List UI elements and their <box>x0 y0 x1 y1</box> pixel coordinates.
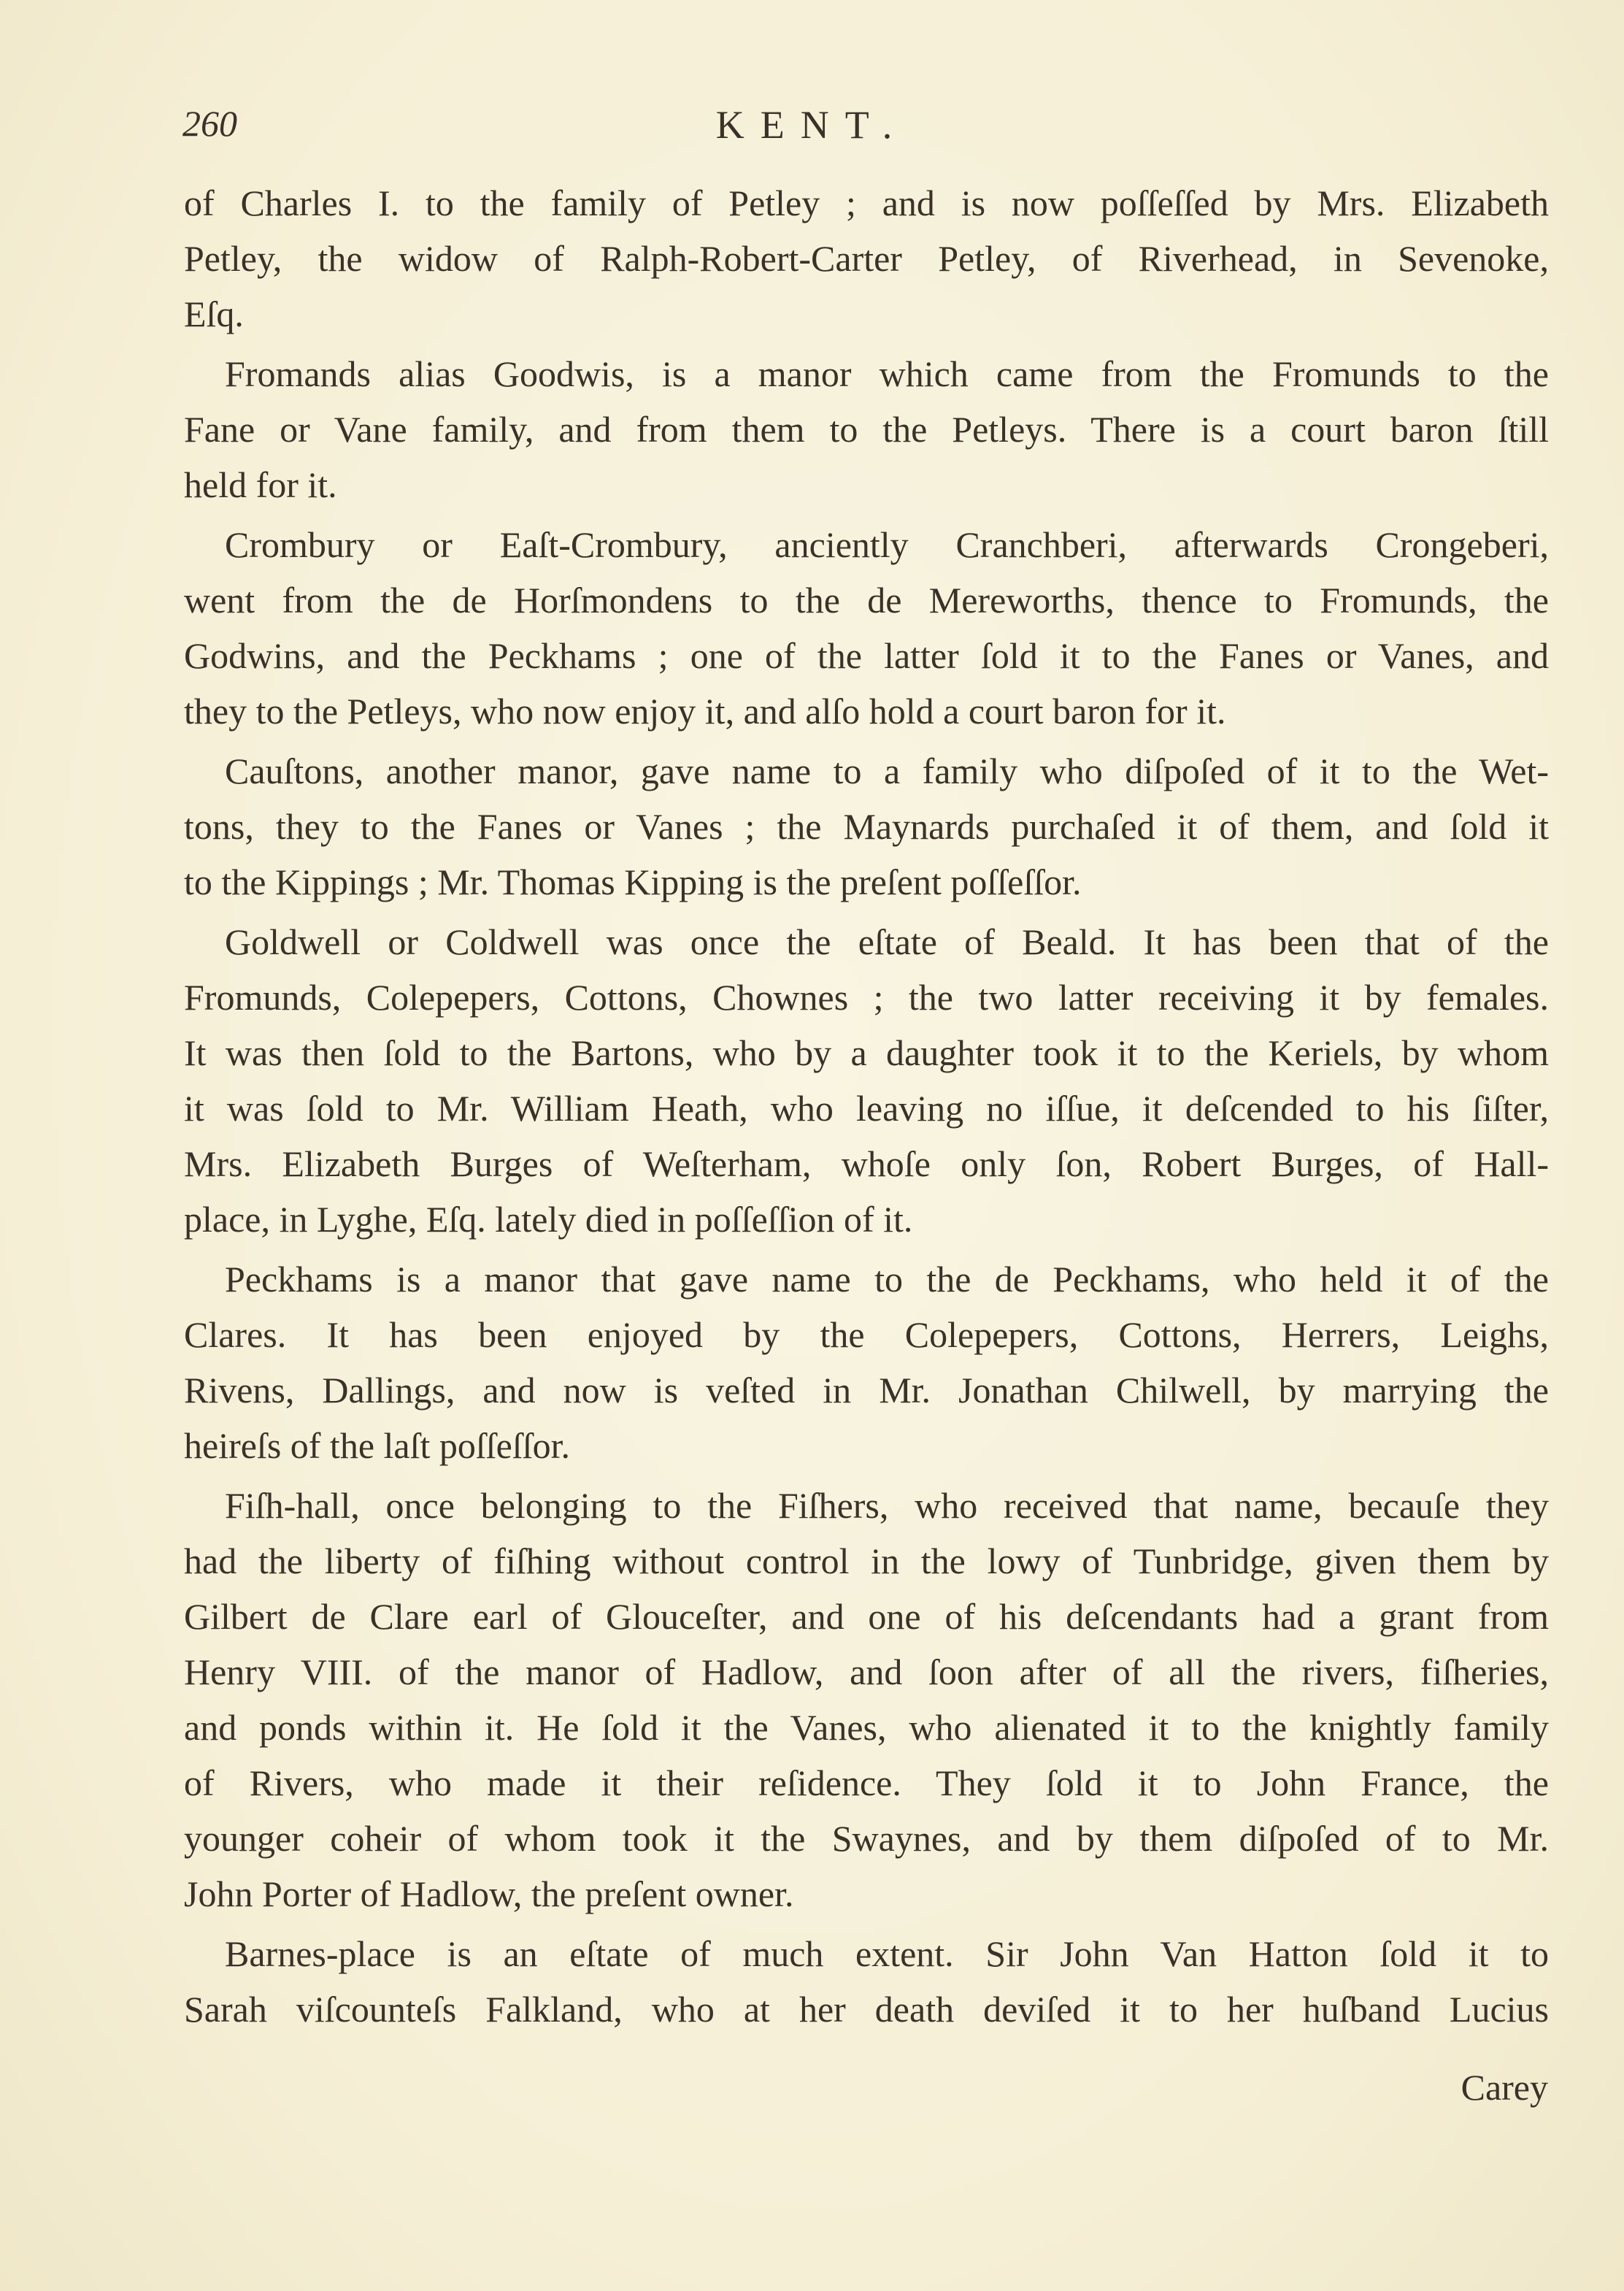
text-line: Clares. It has been enjoyed by the Colepepers, Cottons, Herrers, Leighs, <box>184 1314 1549 1355</box>
catchword: Carey <box>1461 2067 1548 2108</box>
paragraph <box>184 346 1549 513</box>
text-line: Mrs. Elizabeth Burges of Weſterham, whoſe only ſon, Robert Burges, of Hall- <box>184 1143 1549 1184</box>
text-line: It was then ſold to the Bartons, who by a daughter took it to the Keriels, by whom <box>184 1032 1549 1073</box>
text-line: they to the Petleys, who now enjoy it, and alſo hold a court baron for it. <box>184 691 1226 732</box>
text-line: Cauſtons, another manor, gave name to a family who diſpoſed of it to the Wet- <box>225 751 1549 791</box>
text-line: John Porter of Hadlow, the preſent owner. <box>184 1873 794 1914</box>
text-line: Fane or Vane family, and from them to the Petleys. There is a court baron ſtill <box>184 409 1549 450</box>
paragraph <box>184 175 1549 342</box>
text-line: Peckhams is a manor that gave name to the de Peckhams, who held it of the <box>225 1259 1549 1300</box>
text-line: of Rivers, who made it their reſidence. They ſold it to John France, the <box>184 1762 1549 1803</box>
text-line: Godwins, and the Peckhams ; one of the latter ſold it to the Fanes or Vanes, and <box>184 635 1549 676</box>
text-line: it was ſold to Mr. William Heath, who leaving no iſſue, it deſcended to his ſiſter, <box>184 1088 1549 1129</box>
page-body <box>184 175 1549 2041</box>
text-line: tons, they to the Fanes or Vanes ; the Maynards purchaſed it of them, and ſold it <box>184 806 1549 847</box>
text-line: Henry VIII. of the manor of Hadlow, and ſoon after of all the rivers, fiſheries, <box>184 1651 1549 1692</box>
paragraph <box>184 914 1549 1247</box>
text-line: had the liberty of fiſhing without control in the lowy of Tunbridge, given them by <box>184 1540 1549 1581</box>
text-line: to the Kippings ; Mr. Thomas Kipping is the preſent poſſeſſor. <box>184 861 1082 902</box>
text-line: younger coheir of whom took it the Swaynes, and by them diſpoſed of to Mr. <box>184 1818 1549 1859</box>
text-line: Fromunds, Colepepers, Cottons, Chownes ; the two latter receiving it by females. <box>184 977 1549 1018</box>
text-line: held for it. <box>184 464 337 505</box>
text-line: Petley, the widow of Ralph-Robert-Carter Petley, of Riverhead, in Sevenoke, <box>184 238 1549 279</box>
page-number: 260 <box>182 103 237 144</box>
text-line: Fiſh-hall, once belonging to the Fiſhers, who received that name, becauſe they <box>225 1485 1549 1526</box>
running-title: KENT. <box>715 103 909 147</box>
text-line: Sarah viſcounteſs Falkland, who at her death deviſed it to her huſband Lucius <box>184 1989 1549 2030</box>
text-line: Crombury or Eaſt-Crombury, anciently Cranchberi, afterwards Crongeberi, <box>225 524 1549 565</box>
text-line: heireſs of the laſt poſſeſſor. <box>184 1425 571 1466</box>
paragraph <box>184 743 1549 910</box>
paragraph <box>184 1478 1549 1922</box>
text-line: went from the de Horſmondens to the de Mereworths, thence to Fromunds, the <box>184 580 1549 621</box>
text-line: Gilbert de Clare earl of Glouceſter, and one of his deſcendants had a grant from <box>184 1596 1549 1637</box>
text-line: and ponds within it. He ſold it the Vanes, who alienated it to the knightly family <box>184 1707 1549 1748</box>
text-line: place, in Lyghe, Eſq. lately died in poſſeſſion of it. <box>184 1199 913 1240</box>
text-line: Goldwell or Coldwell was once the eſtate of Beald. It has been that of the <box>225 921 1549 962</box>
paragraph <box>184 1251 1549 1473</box>
text-line: Fromands alias Goodwis, is a manor which came from the Fromunds to the <box>225 353 1549 394</box>
text-line: Barnes-place is an eſtate of much extent. Sir John Van Hatton ſold it to <box>225 1933 1549 1974</box>
paragraph <box>184 1926 1549 2037</box>
text-line: Eſq. <box>184 293 244 334</box>
text-line: of Charles I. to the family of Petley ; and is now poſſeſſed by Mrs. Elizabeth <box>184 183 1549 223</box>
paragraph <box>184 517 1549 739</box>
text-line: Rivens, Dallings, and now is veſted in Mr. Jonathan Chilwell, by marrying the <box>184 1370 1549 1411</box>
